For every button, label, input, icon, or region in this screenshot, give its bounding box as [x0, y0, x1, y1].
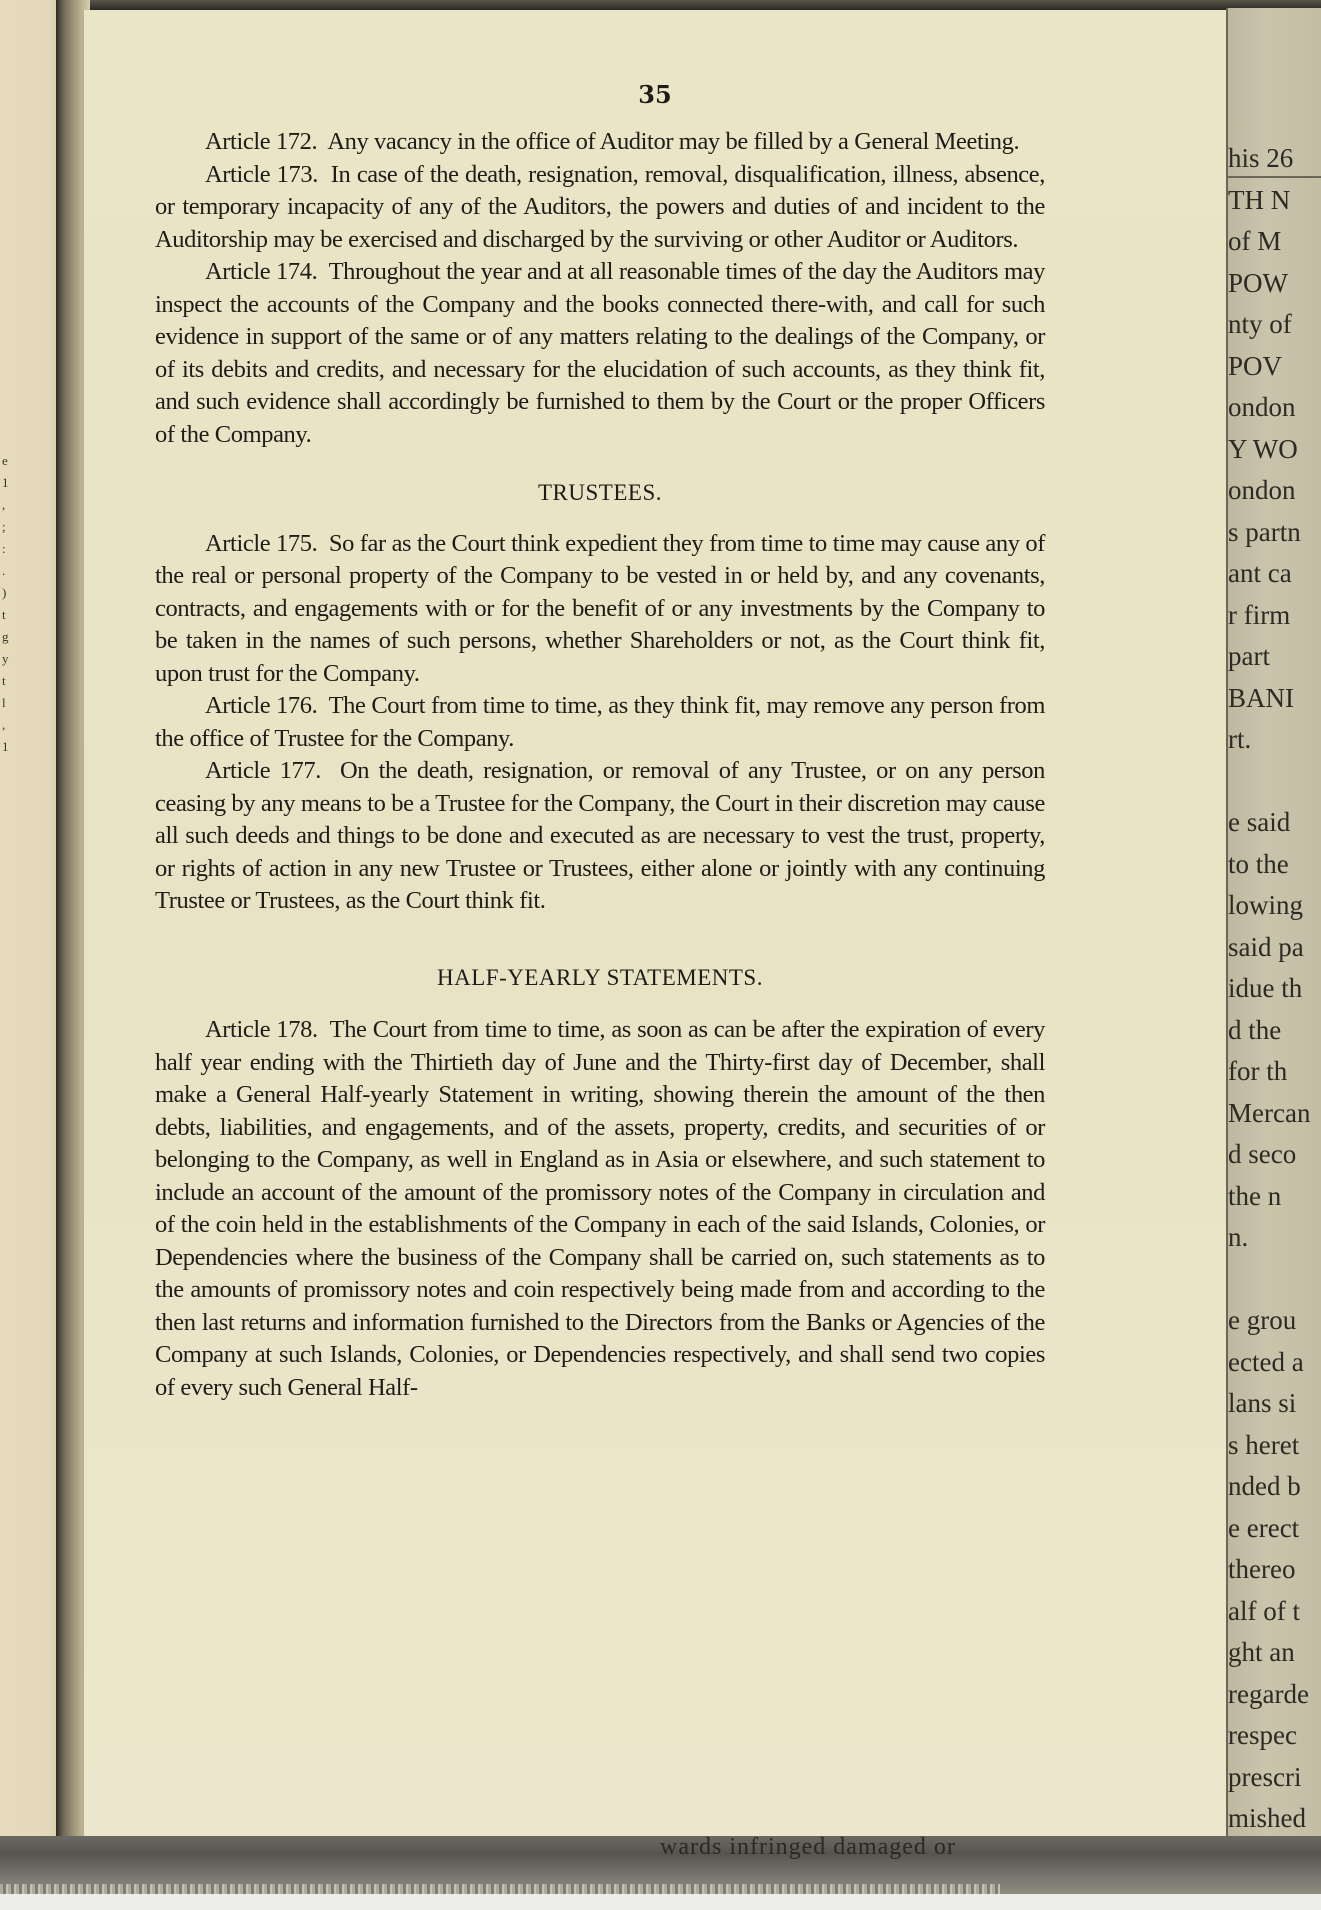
facing-page-char: . — [2, 563, 6, 578]
newspaper-line: ected a — [1228, 1346, 1304, 1377]
newspaper-line: prescri — [1228, 1761, 1302, 1792]
newspaper-line: POW — [1228, 267, 1288, 298]
article-text: On the death, resignation, or removal of any Trustee, or on any person ceasing by any means to be a Trustee for the Company, the Court in their discretion may cause all such deeds and things to be done and executed as are necessary to vest the trust, property, or rights of action in any new Trustee or Trustees, either alone or jointly with any continuing Trustee or Trustees, as the Court think fit. — [155, 757, 1045, 914]
article-label: Article 173. — [205, 160, 318, 188]
newspaper-line: TH N — [1228, 184, 1291, 215]
article-label: Article 176. — [205, 692, 318, 719]
newspaper-text — [1228, 138, 1321, 1840]
newspaper-line: for th — [1228, 1056, 1288, 1086]
facing-page-char: , — [2, 717, 6, 732]
article-text: Any vacancy in the office of Auditor may be filled by a General Meeting. — [327, 128, 1020, 155]
newspaper-line: nty of — [1228, 309, 1292, 339]
newspaper-line: alf of t — [1228, 1595, 1300, 1626]
article-label: Article 172. — [205, 128, 318, 155]
article-label: Article 177. — [205, 757, 321, 784]
facing-page-char: g — [2, 629, 9, 644]
page-edge-texture — [0, 1884, 1000, 1894]
newspaper-line: rt. — [1228, 724, 1252, 754]
facing-page-char: t — [2, 607, 6, 622]
newspaper-line: ght an — [1228, 1637, 1295, 1667]
article-text: The Court from time to time, as soon as can be after the expiration of every half year ending with the Thirtieth day of June and the Thirty-first day of December, shall make a General Half-yearly Statement in writing, showing therein the amount of the then debts, liabilities, and engagements, and of the assets, property, credits, and securities of or belonging to the Company, as well in England as in Asia or elsewhere, and such statement to include an account of the amount of the promissory notes of the Company in circulation and of the coin held in the establishments of the Company in each of the said Islands, Colonies, or Dependencies where the business of the Company shall be carried on, such statements as to the amounts of promissory notes and coin respectively being made from and according to the then last returns and information furnished to the Directors from the Banks or Agencies of the Company at such Islands, Colonies, or Dependencies respectively, and shall send two copies of every such General Half- — [155, 1016, 1045, 1401]
article-text: In case of the death, resignation, removal, disqualification, illness, absence, or temporary incapacity of any of the Auditors, the powers and duties of and incident to the Auditorship may be exercised and discharged by the surviving or other Auditor or Auditors. — [155, 160, 1045, 253]
newspaper-line: BANI — [1228, 682, 1294, 713]
facing-page-char: , — [2, 497, 6, 512]
article-178 — [155, 1014, 1045, 1404]
adjacent-newspaper-strip — [1226, 8, 1321, 1838]
facing-page-char: : — [2, 541, 6, 556]
newspaper-line: nded b — [1228, 1471, 1301, 1501]
facing-page-char: t — [2, 673, 6, 688]
article-174 — [155, 256, 1045, 451]
article-172 — [155, 126, 1045, 159]
newspaper-line: ondon — [1228, 392, 1296, 422]
scan-background — [0, 1894, 1321, 1910]
newspaper-line: respec — [1228, 1720, 1297, 1750]
newspaper-line: thereo — [1228, 1554, 1296, 1584]
facing-page-char: l — [2, 695, 6, 710]
newspaper-line: lowing — [1228, 890, 1304, 920]
newspaper-line: of M — [1228, 226, 1282, 256]
facing-page-char: y — [2, 651, 9, 666]
newspaper-line: ondon — [1228, 475, 1296, 505]
page-number: 35 — [638, 80, 672, 109]
newspaper-line — [1228, 1259, 1321, 1301]
newspaper-line: r firm — [1228, 599, 1291, 630]
article-text: The Court from time to time, as they think fit, may remove any person from the office of Trustee for the Company. — [155, 692, 1045, 752]
document-page — [84, 10, 1226, 1836]
newspaper-line: d the — [1228, 1014, 1282, 1045]
newspaper-line: POV — [1228, 350, 1283, 381]
facing-page-char: ) — [2, 585, 7, 600]
newspaper-line: e said — [1228, 807, 1291, 837]
section-heading-trustees: TRUSTEES. — [538, 480, 662, 505]
article-label: Article 175. — [205, 529, 318, 557]
newspaper-line: the n — [1228, 1180, 1282, 1211]
newspaper-line: idue th — [1228, 973, 1303, 1003]
top-edge — [0, 0, 1321, 10]
facing-page-char: e — [2, 453, 8, 468]
facing-page-char: 1 — [2, 475, 9, 490]
article-text: So far as the Court think expedient they from time to time may cause any of the real or personal property of the Company to be vested in or held by, and any covenants, contracts, and engagements with or for the benefit of or any investments by the Company to be taken in the names of such persons, whether Shareholders or not, as the Court think fit, upon trust for the Company. — [155, 529, 1046, 687]
newspaper-line: regarde — [1228, 1678, 1309, 1709]
text-column — [155, 126, 1045, 1404]
newspaper-line: d seco — [1228, 1139, 1297, 1169]
article-173 — [155, 159, 1045, 257]
facing-page-fragments — [2, 450, 16, 758]
newspaper-line: n. — [1228, 1222, 1249, 1252]
newspaper-line — [1228, 761, 1321, 803]
newspaper-line: ant ca — [1228, 558, 1292, 588]
newspaper-line: Y WO — [1228, 433, 1298, 464]
newspaper-line: to the — [1228, 848, 1289, 879]
article-177 — [155, 755, 1045, 918]
article-text: Throughout the year and at all reasonable times of the day the Auditors may inspect the accounts of the Company and the books connected there-with, and call for such evidence in support of the same or of any matters relating to the dealings of the Company, or of its debits and credits, and necessary for the elucidation of such accounts, as they think fit, and such evidence shall accordingly be furnished to them by the Court or the proper Officers of the Company. — [155, 258, 1045, 448]
section-heading-half-yearly-statements: HALF-YEARLY STATEMENTS. — [437, 964, 763, 990]
article-175 — [155, 528, 1045, 691]
newspaper-line: Mercan — [1228, 1097, 1311, 1128]
newspaper-line: e erect — [1228, 1512, 1300, 1543]
facing-page-char: 1 — [2, 739, 9, 754]
newspaper-line: his 26 — [1228, 143, 1294, 173]
article-176 — [155, 690, 1045, 755]
article-label: Article 178. — [205, 1016, 318, 1043]
article-label: Article 174. — [205, 258, 318, 285]
newspaper-line: lans si — [1228, 1388, 1297, 1418]
newspaper-line: said pa — [1228, 931, 1304, 962]
newspaper-line: mished — [1228, 1803, 1306, 1833]
newspaper-line: s heret — [1228, 1429, 1300, 1460]
facing-page-char: ; — [2, 519, 6, 534]
newspaper-line: s partn — [1228, 516, 1301, 547]
newspaper-line: part — [1228, 641, 1270, 671]
newspaper-bottom-fragment: wards infringed damaged or — [660, 1834, 956, 1860]
newspaper-line: e grou — [1228, 1305, 1297, 1335]
